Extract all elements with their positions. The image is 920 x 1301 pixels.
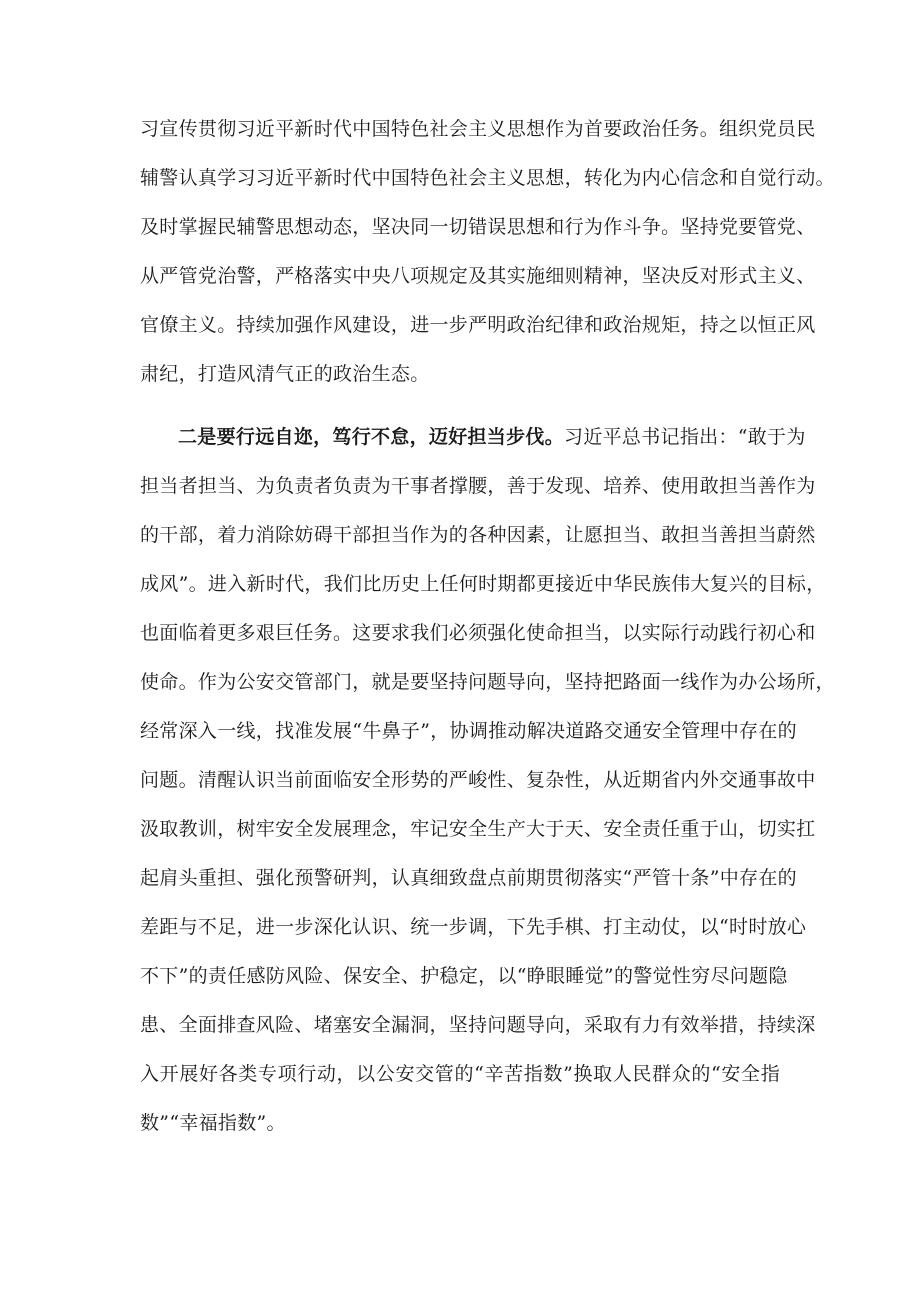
- text-line: 汲取教训，树牢安全发展理念，牢记安全生产大于天、安全责任重于山，切实扛: [140, 818, 816, 840]
- text-line: 从严管党治警，严格落实中央八项规定及其实施细则精神，坚决反对形式主义、: [140, 265, 816, 287]
- text-line: 担当者担当、为负责者负责为干事者撑腰，善于发现、培养、使用敢担当善作为: [140, 475, 816, 497]
- text-line: 不下”的责任感防风险、保安全、护稳定，以“睁眼睡觉”的警觉性穷尽问题隐: [140, 965, 788, 987]
- text-line: 起肩头重担、强化预警研判，认真细致盘点前期贯彻落实“严管十条”中存在的: [140, 867, 797, 889]
- paragraph-2-first-line: [140, 413, 806, 462]
- text-line: 差距与不足，进一步深化认识、统一步调，下先手棋、打主动仗，以“时时放心: [140, 916, 807, 938]
- paragraph-1: [140, 105, 835, 399]
- text-line: 问题。清醒认识当前面临安全形势的严峻性、复杂性，从近期省内外交通事故中: [140, 769, 816, 791]
- text-line: 辅警认真学习习近平新时代中国特色社会主义思想，转化为内心信念和自觉行动。: [140, 167, 835, 189]
- text-line: 肃纪，打造风清气正的政治生态。: [140, 363, 430, 385]
- text-line: 使命。作为公安交管部门，就是要坚持问题导向，坚持把路面一线作为办公场所，: [140, 671, 835, 693]
- text-line: 习宣传贯彻习近平新时代中国特色社会主义思想作为首要政治任务。组织党员民: [140, 118, 816, 140]
- text-line-rest: 习近平总书记指出：“敢于为: [564, 426, 806, 448]
- text-line: 数”“幸福指数”。: [140, 1112, 286, 1134]
- text-line: 患、全面排查风险、堵塞安全漏洞，坚持问题导向，采取有力有效举措，持续深: [140, 1014, 816, 1036]
- text-line: 及时掌握民辅警思想动态，坚决同一切错误思想和行为作斗争。坚持党要管党、: [140, 216, 816, 238]
- text-line: 的干部，着力消除妨碍干部担当作为的各种因素，让愿担当、敢担当善担当蔚然: [140, 524, 816, 546]
- text-line: 经常深入一线，找准发展“牛鼻子”，协调推动解决道路交通安全管理中存在的: [140, 720, 797, 742]
- paragraph-2: [140, 413, 835, 1148]
- text-line: 也面临着更多艰巨任务。这要求我们必须强化使命担当，以实际行动践行初心和: [140, 622, 816, 644]
- bold-lead-sentence: 二是要行远自迩，笃行不怠，迈好担当步伐。: [178, 426, 565, 448]
- text-line: 入开展好各类专项行动，以公安交管的“辛苦指数”换取人民群众的“安全指: [140, 1063, 780, 1085]
- text-line: 成风”。进入新时代，我们比历史上任何时期都更接近中华民族伟大复兴的目标，: [140, 573, 826, 595]
- text-line: 官僚主义。持续加强作风建设，进一步严明政治纪律和政治规矩，持之以恒正风: [140, 314, 816, 336]
